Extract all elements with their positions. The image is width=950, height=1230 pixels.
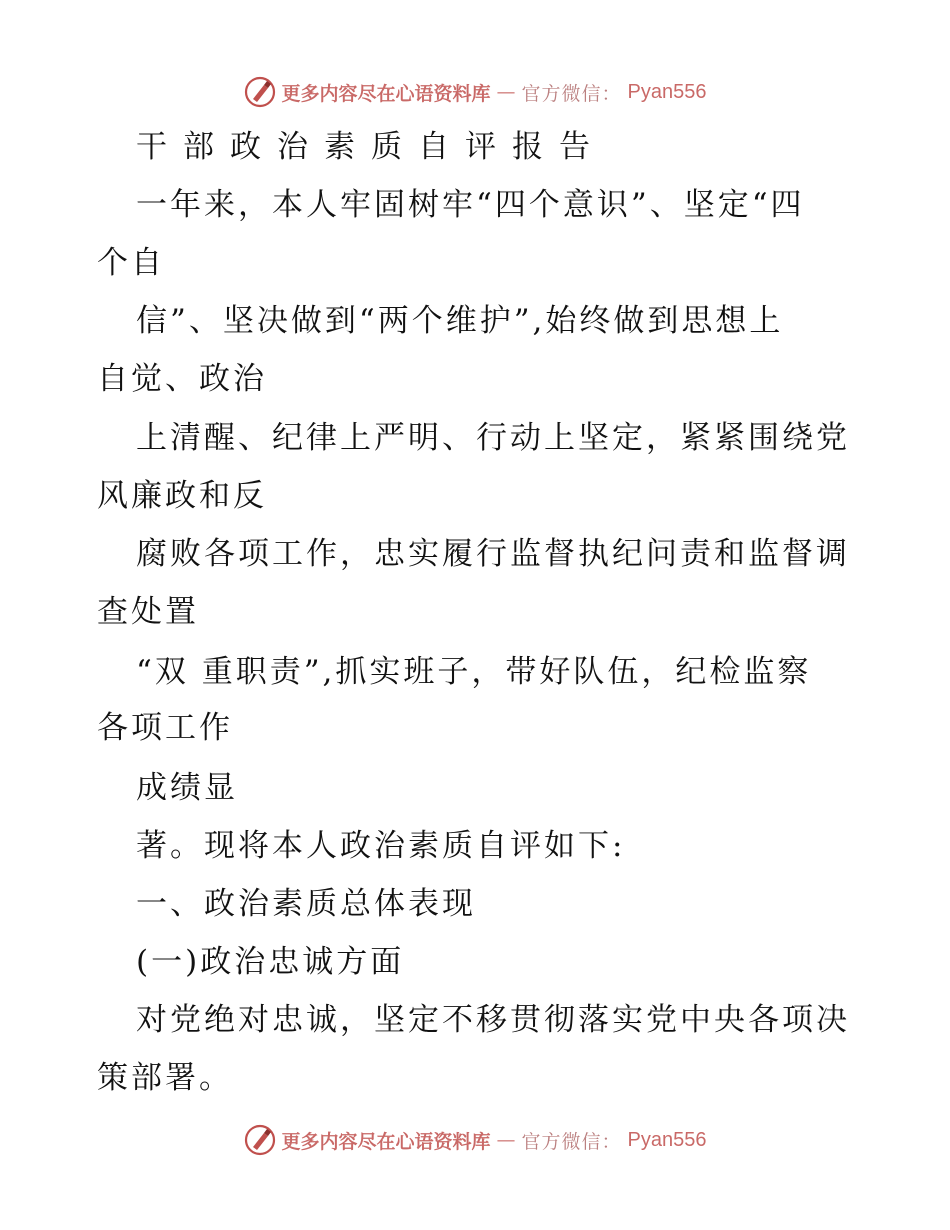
- document-title: 干部政治素质自评报告: [136, 129, 606, 165]
- paragraph-line: 腐败各项工作，忠实履行监督执纪问责和监督调: [136, 536, 850, 572]
- watermark-site-text: 更多内容尽在心语资料库: [281, 82, 491, 105]
- footer-watermark: [0, 1120, 950, 1160]
- watermark-official-label: 官方微信：: [521, 82, 622, 105]
- paragraph-line: 策部署。: [97, 1060, 233, 1096]
- subsection-heading: (一)政治忠诚方面: [136, 944, 405, 980]
- watermark-site-text: 更多内容尽在心语资料库: [281, 1130, 491, 1153]
- watermark-dash: —: [496, 81, 516, 103]
- paragraph-line: 信”、坚决做到“两个维护”,始终做到思想上: [136, 303, 784, 339]
- watermark-wechat-id: Pyan556: [627, 1128, 707, 1151]
- pen-logo-icon: [244, 1124, 276, 1156]
- paragraph-line: “双 重职责”,抓实班子，带好队伍，纪检监察: [136, 654, 812, 690]
- paragraph-line: 查处置: [97, 594, 199, 630]
- paragraph-line: 一年来，本人牢固树牢“四个意识”、坚定“四: [136, 187, 805, 223]
- paragraph-line: 个自: [97, 245, 165, 281]
- paragraph-line: 上清醒、纪律上严明、行动上坚定，紧紧围绕党: [136, 420, 850, 456]
- paragraph-line: 对党绝对忠诚，坚定不移贯彻落实党中央各项决: [136, 1002, 850, 1038]
- pen-logo-icon: [244, 76, 276, 108]
- watermark-dash: —: [496, 1129, 516, 1151]
- watermark-wechat-id: Pyan556: [627, 80, 707, 103]
- paragraph-line: 著。现将本人政治素质自评如下:: [136, 828, 626, 864]
- paragraph-line: 风廉政和反: [97, 478, 267, 514]
- watermark-official-label: 官方微信：: [521, 1130, 622, 1153]
- paragraph-line: 各项工作: [97, 710, 233, 746]
- paragraph-line: 成绩显: [136, 770, 238, 806]
- paragraph-line: 自觉、政治: [97, 361, 267, 397]
- section-heading: 一、政治素质总体表现: [136, 886, 476, 922]
- header-watermark: [0, 72, 950, 112]
